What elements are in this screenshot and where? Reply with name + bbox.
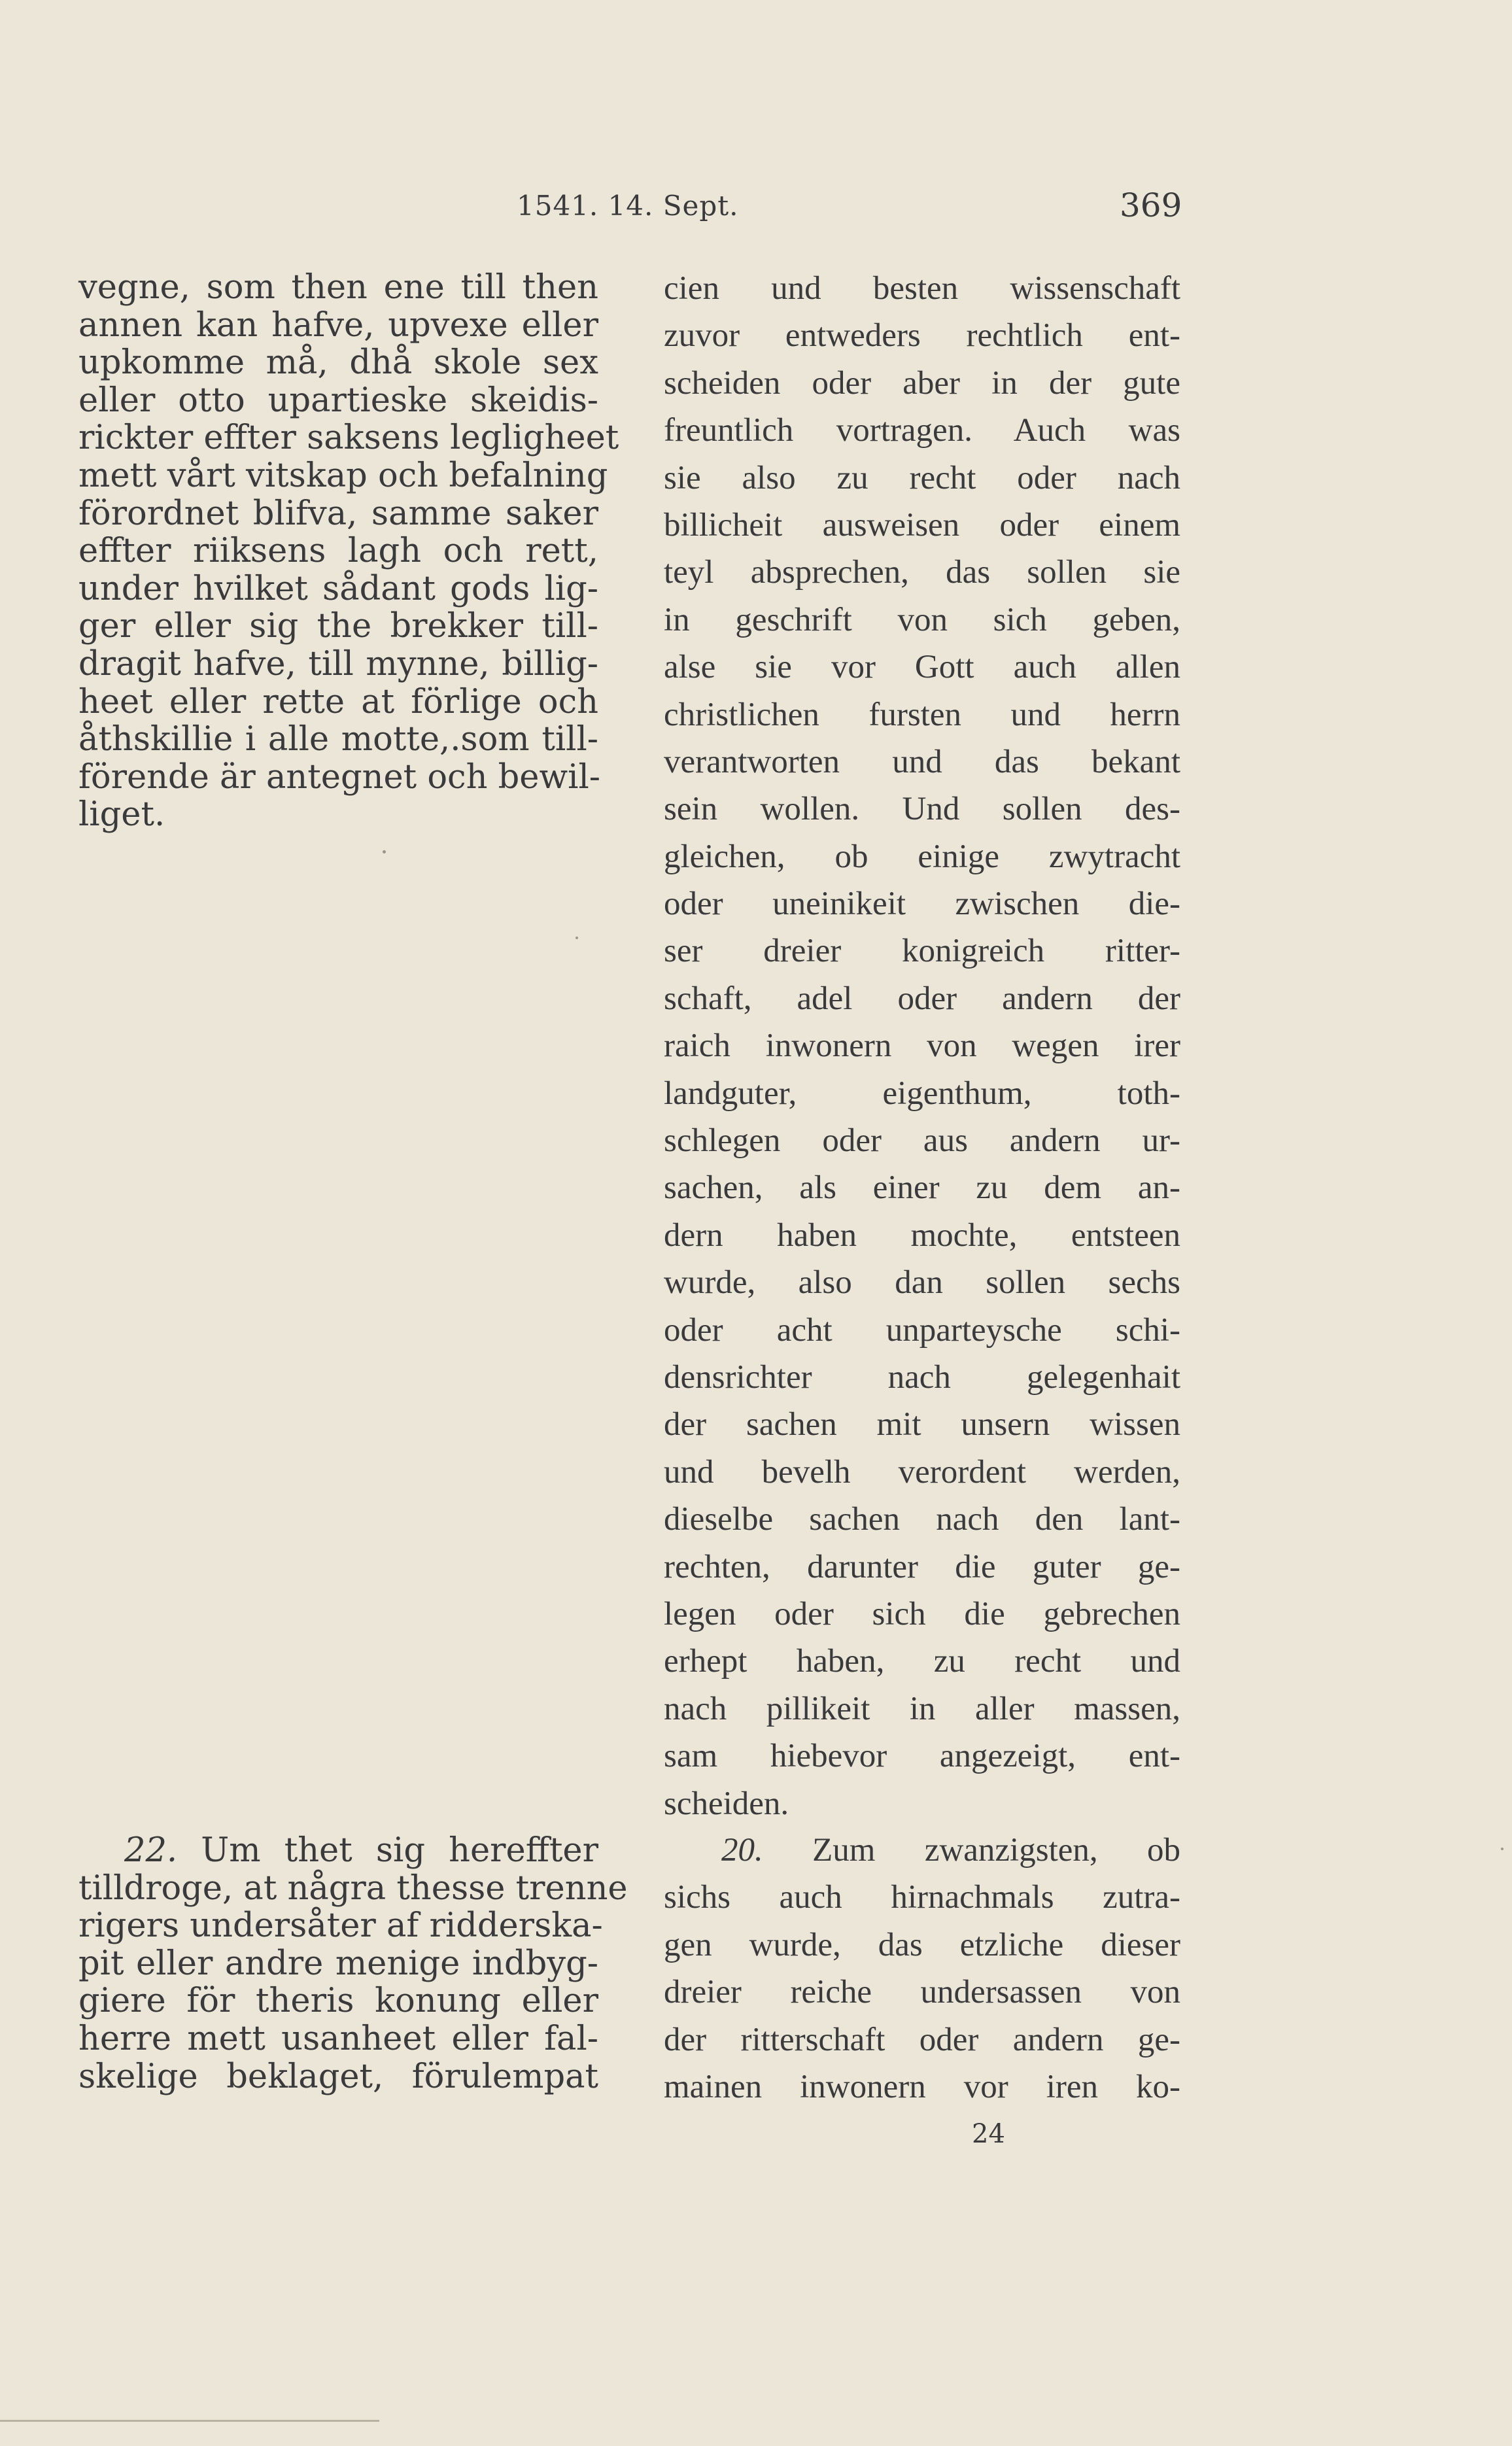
text-line: tilldroge, at några thesse trenne <box>78 1869 628 1908</box>
text-line: sie also zu recht oder nach <box>664 459 1180 496</box>
paper-speck <box>1501 1848 1503 1850</box>
page-number: 369 <box>1120 186 1182 224</box>
left-column-top <box>78 268 619 836</box>
text-line: mainen inwonern vor iren ko- <box>664 2068 1180 2105</box>
text-line: eller otto upartieske skeidis- <box>78 381 598 420</box>
text-line: förordnet blifva, samme saker <box>78 494 598 533</box>
paragraph-number: 20. <box>721 1832 763 1869</box>
text-line: ger eller sig the brekker till- <box>78 607 598 646</box>
text-line: upkomme må, dhå skole sex <box>78 343 598 383</box>
text-line: Um thet sig hereffter <box>201 1831 598 1870</box>
paragraph-first-line <box>664 1834 1180 1881</box>
text-line: sein wollen. Und sollen des- <box>664 791 1180 828</box>
text-line: ser dreier konigreich ritter- <box>664 933 1180 970</box>
text-line: rechten, darunter die guter ge- <box>664 1548 1180 1585</box>
text-line: teyl absprechen, das sollen sie <box>664 554 1180 591</box>
text-line: heet eller rette at förlige och <box>78 682 598 721</box>
text-line: der ritterschaft oder andern ge- <box>664 2021 1180 2058</box>
text-line: rickter effter saksens legligheet <box>78 419 619 458</box>
text-line: raich inwonern von wegen irer <box>664 1027 1180 1065</box>
text-line: scheiden. <box>664 1785 789 1822</box>
text-line: wurde, also dan sollen sechs <box>664 1264 1180 1301</box>
text-line: effter riiksens lagh och rett, <box>78 532 598 571</box>
text-line: dreier reiche undersassen von <box>664 1974 1180 2011</box>
text-line: cien und besten wissenschaft <box>664 270 1180 307</box>
left-column-paragraph-22 <box>78 1831 628 2097</box>
text-line: vegne, som then ene till then <box>78 268 598 307</box>
paper-speck <box>576 937 578 939</box>
text-line: gleichen, ob einige zwytracht <box>664 838 1180 875</box>
text-line: landguter, eigenthum, toth- <box>664 1075 1180 1112</box>
text-line: pit eller andre menige indbyg- <box>78 1944 598 1983</box>
text-line: in geschrift von sich geben, <box>664 601 1180 638</box>
text-line: förende är antegnet och bewil- <box>78 757 600 797</box>
text-line: schaft, adel oder andern der <box>664 980 1180 1017</box>
text-line: mett vårt vitskap och befalning <box>78 456 608 495</box>
text-line: annen kan hafve, upvexe eller <box>78 305 598 345</box>
printer-signature-mark: 24 <box>972 2119 1005 2149</box>
text-line: und bevelh verordent werden, <box>664 1453 1180 1490</box>
text-line: herre mett usanheet eller fal- <box>78 2019 598 2058</box>
text-line: sichs auch hirnachmals zutra- <box>664 1879 1180 1916</box>
text-line: dragit hafve, till mynne, billig- <box>78 644 598 683</box>
text-line: gen wurde, das etzliche dieser <box>664 1926 1180 1963</box>
running-header-date: 1541. 14. Sept. <box>517 190 739 222</box>
text-line: scheiden oder aber in der gute <box>664 364 1180 402</box>
text-line: sachen, als einer zu dem an- <box>664 1169 1180 1207</box>
right-column-paragraph-20 <box>664 1834 1180 2118</box>
text-line: christlichen fursten und herrn <box>664 696 1180 733</box>
paragraph-number: 22. <box>124 1831 178 1870</box>
paragraph-first-line <box>78 1831 598 1872</box>
text-line: schlegen oder aus andern ur- <box>664 1122 1180 1160</box>
text-line: sam hiebevor angezeigt, ent- <box>664 1738 1180 1775</box>
text-line: verantworten und das bekant <box>664 743 1180 780</box>
text-line: zuvor entweders rechtlich ent- <box>664 317 1180 354</box>
text-line: åthskillie i alle motte,.som till- <box>78 720 598 759</box>
text-line: dieselbe sachen nach den lant- <box>664 1501 1180 1538</box>
text-line: dern haben mochte, entsteen <box>664 1216 1180 1254</box>
text-line: der sachen mit unsern wissen <box>664 1406 1180 1443</box>
text-line: erhept haben, zu recht und <box>664 1643 1180 1680</box>
text-line: legen oder sich die gebrechen <box>664 1595 1180 1632</box>
text-line: under hvilket sådant gods lig- <box>78 569 598 608</box>
text-line: giere för theris konung eller <box>78 1982 598 2021</box>
text-line: rigers undersåter af ridderska- <box>78 1906 603 1946</box>
right-column-top <box>664 272 1180 1834</box>
text-line: densrichter nach gelegenhait <box>664 1358 1180 1396</box>
text-line: Zum zwanzigsten, ob <box>812 1832 1180 1869</box>
text-line: skelige beklaget, förulempat <box>78 2057 598 2096</box>
text-line: alse sie vor Gott auch allen <box>664 649 1180 686</box>
text-line: nach pillikeit in aller massen, <box>664 1690 1180 1727</box>
text-line: oder uneinikeit zwischen die- <box>664 886 1180 923</box>
paper-speck <box>383 850 386 853</box>
text-line: liget. <box>78 795 165 835</box>
text-line: billicheit ausweisen oder einem <box>664 506 1180 543</box>
text-line: freuntlich vortragen. Auch was <box>664 412 1180 449</box>
text-line: oder acht unparteysche schi- <box>664 1311 1180 1349</box>
page-edge-shadow <box>0 2420 379 2422</box>
